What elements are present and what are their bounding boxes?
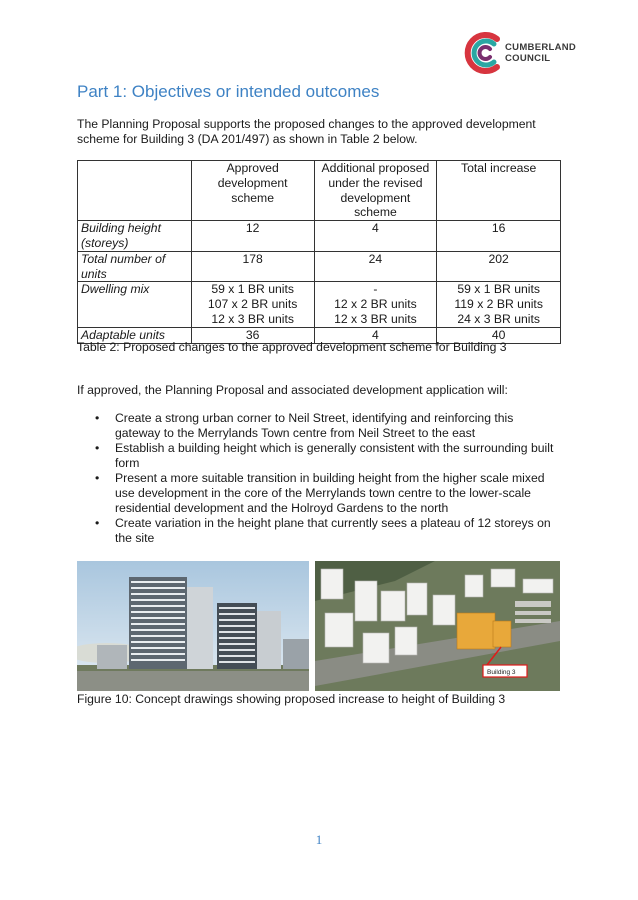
council-logo-icon: [461, 30, 505, 76]
figure-caption: Figure 10: Concept drawings showing proposed increase to height of Building 3: [77, 692, 506, 706]
bullet-icon: •: [95, 516, 100, 530]
table-header-cell: [78, 161, 192, 221]
list-item: • Create variation in the height plane that currently sees a plateau of 12 storeys on the site: [95, 516, 551, 545]
logo-line-1: CUMBERLAND: [505, 42, 577, 53]
row-label: Dwelling mix: [78, 282, 192, 327]
list-item: • Present a more suitable transition in building height from the higher scale mixed use development in the core of the Merrylands town centre to the lower-scale residential development and the Holroyd Gardens to the north: [95, 471, 545, 515]
lead-paragraph: If approved, the Planning Proposal and associated development application will:: [77, 383, 508, 397]
table-cell: 59 x 1 BR units 107 x 2 BR units 12 x 3 BR units: [191, 282, 314, 327]
table-cell: 59 x 1 BR units 119 x 2 BR units 24 x 3 BR units: [437, 282, 561, 327]
table-row: [78, 251, 561, 282]
logo-line-2: COUNCIL: [505, 53, 551, 64]
bullet-icon: •: [95, 411, 100, 425]
table-cell: 4: [314, 327, 437, 343]
development-scheme-table: [77, 160, 561, 344]
building-render-image: [77, 561, 309, 691]
logo-wordmark: [505, 42, 576, 64]
objectives-list: [95, 411, 560, 546]
table-cell: 16: [437, 221, 561, 252]
table-cell: 202: [437, 251, 561, 282]
bullet-icon: •: [95, 441, 100, 455]
table-header-row: [78, 161, 561, 221]
row-label: Total number of units: [78, 251, 192, 282]
aerial-massing-image: [315, 561, 560, 691]
table-header-cell: Total increase: [437, 161, 561, 221]
table-cell: 36: [191, 327, 314, 343]
intro-paragraph: The Planning Proposal supports the proposed changes to the approved development scheme for Building 3 (DA 201/497) as shown in Table 2 below.: [77, 117, 536, 146]
bullet-icon: •: [95, 471, 100, 485]
table-cell: 178: [191, 251, 314, 282]
row-label: Adaptable units: [78, 327, 192, 343]
table-cell: 12: [191, 221, 314, 252]
table-cell: 40: [437, 327, 561, 343]
list-item: • Establish a building height which is generally consistent with the surrounding built form: [95, 441, 554, 470]
cumberland-council-logo: [461, 30, 601, 80]
section-heading: Part 1: Objectives or intended outcomes: [77, 82, 380, 101]
table-row: [78, 221, 561, 252]
table-caption: Table 2: Proposed changes to the approved development scheme for Building 3: [77, 340, 507, 354]
table-header-cell: Approved development scheme: [191, 161, 314, 221]
row-label: Building height (storeys): [78, 221, 192, 252]
list-item: • Create a strong urban corner to Neil Street, identifying and reinforcing this gateway to the Merrylands Town centre from Neil Street to the east: [95, 411, 514, 440]
table-cell: - 12 x 2 BR units 12 x 3 BR units: [314, 282, 437, 327]
table-row: [78, 282, 561, 327]
building-3-label: Building 3: [487, 669, 516, 676]
table-header-cell: Additional proposed under the revised development scheme: [314, 161, 437, 221]
table-cell: 4: [314, 221, 437, 252]
table-cell: 24: [314, 251, 437, 282]
page-number: 1: [315, 832, 323, 847]
